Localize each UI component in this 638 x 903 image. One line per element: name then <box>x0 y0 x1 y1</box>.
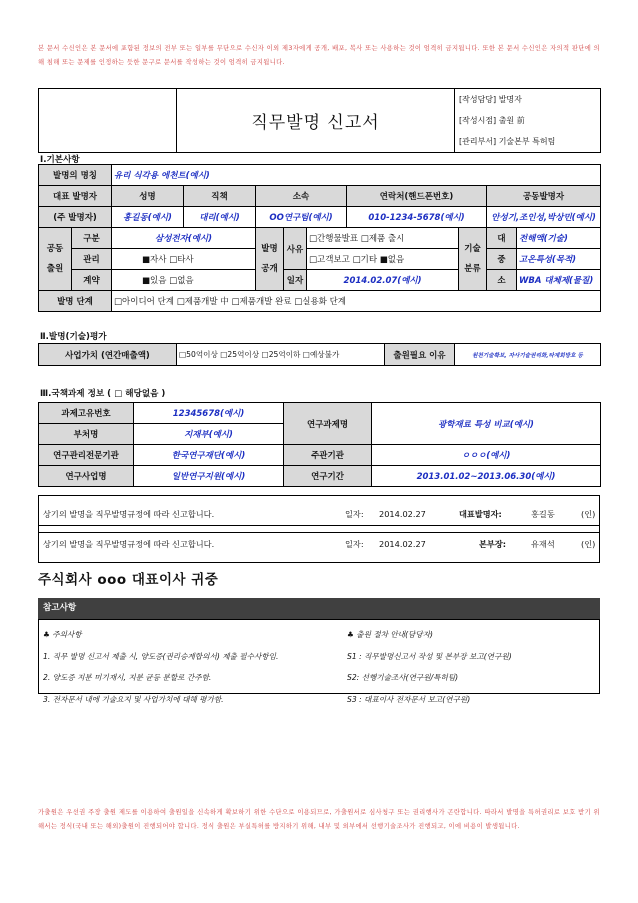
tech-row-label: 대 <box>487 228 517 249</box>
meta-author: [작성담당] 발명자 <box>459 95 522 104</box>
section2-heading: Ⅱ.발명(기술)평가 <box>40 332 107 342</box>
tech-row-value[interactable]: WBA 대체제(물질) <box>517 270 601 291</box>
invention-name-value[interactable]: 유리 식각용 에천트(예시) <box>112 165 601 186</box>
procedure-item: S1 : 직무발명신고서 작성 및 본부장 보고(연구원) <box>347 651 512 661</box>
tech-row-value[interactable]: 전해액(기술) <box>517 228 601 249</box>
section1-heading: Ⅰ.기본사항 <box>40 155 80 165</box>
invention-name-label: 발명의 명칭 <box>39 165 112 186</box>
procedure-item: S3 : 대표이사 전자문서 보고(연구원) <box>347 694 471 704</box>
caution-title: 주의사항 <box>52 630 82 639</box>
confidentiality-notice: 본 문서 수신인은 본 문서에 포함된 정보의 전부 또는 일부를 무단으로 수신자 이외 제3자에게 공개, 배포, 복사 또는 사용하는 것이 엄격히 금지됩니다. 또한 본 문서 수신인은 자의적 판단에 의해 침해 또는 문제를 인정하는 듯한 문구로 문서를 작성하는 것이 엄격히 금지됩니다. <box>38 45 600 66</box>
title-block <box>38 88 601 153</box>
tech-row-label: 소 <box>487 270 517 291</box>
period-label: 연구기간 <box>284 466 372 487</box>
joint-row-value[interactable]: ■자사 □타사 <box>112 249 256 270</box>
sign-role: 대표발명자: <box>459 509 502 519</box>
reason-line2[interactable]: □고객보고 □기타 ■없음 <box>307 249 459 270</box>
sign-name[interactable]: 유재석 <box>531 539 555 549</box>
disclosure-label: 발명 공개 <box>256 228 284 291</box>
col-affiliation: 소속 <box>256 186 347 207</box>
caution-item: 3. 전자문서 내에 기술요지 및 사업가치에 대해 평가함. <box>43 694 224 704</box>
tech-row-value[interactable]: 고온특성(목적) <box>517 249 601 270</box>
sign-date-label: 일자: <box>345 509 364 519</box>
signature-row-director <box>38 525 600 563</box>
inventor-affiliation[interactable]: OO연구팀(예시) <box>256 207 347 228</box>
procedure-title: 출원 절차 안내(담당자) <box>356 630 434 639</box>
procedure-column <box>347 624 512 710</box>
seal-mark[interactable]: (인) <box>581 509 596 519</box>
document-title: 직무발명 신고서 <box>177 89 455 153</box>
sign-date-label: 일자: <box>345 539 364 549</box>
col-title: 직책 <box>184 186 256 207</box>
reference-header <box>38 598 600 619</box>
joint-row-label: 구분 <box>72 228 112 249</box>
club-icon: ♣ <box>347 630 354 639</box>
seal-mark[interactable]: (인) <box>581 539 596 549</box>
col-contact: 연락처(핸드폰번호) <box>347 186 487 207</box>
reason-label: 사유 <box>284 228 307 270</box>
declaration-text: 상기의 발명을 직무발명규정에 따라 신고합니다. <box>43 539 215 549</box>
agency-value[interactable]: 한국연구재단(예시) <box>134 445 284 466</box>
col-co-inventors: 공동발명자 <box>487 186 601 207</box>
joint-row-label: 계약 <box>72 270 112 291</box>
stage-label: 발명 단계 <box>39 291 112 312</box>
ministry-value[interactable]: 지재부(예시) <box>134 424 284 445</box>
business-value-label: 사업가치 (연간매출액) <box>39 344 177 366</box>
sign-date[interactable]: 2014.02.27 <box>379 509 426 519</box>
program-label: 연구사업명 <box>39 466 134 487</box>
recipient-ceo: 주식회사 ooo 대표이사 귀중 <box>38 572 219 588</box>
meta-dept: [관리부서] 기술본부 특허팀 <box>459 137 556 146</box>
sign-name[interactable]: 홍길동 <box>531 509 555 519</box>
joint-row-label: 관리 <box>72 249 112 270</box>
caution-item: 2. 양도증 지분 미기재시, 지분 균등 분할로 간주함. <box>43 673 212 682</box>
joint-row-value[interactable]: 삼성전자(예시) <box>112 228 256 249</box>
ministry-label: 부처명 <box>39 424 134 445</box>
club-icon: ♣ <box>43 630 50 639</box>
co-inventors[interactable]: 안성기,조인성,박상민(예시) <box>487 207 601 228</box>
agency-label: 연구관리전문기관 <box>39 445 134 466</box>
inventor-contact[interactable]: 010-1234-5678(예시) <box>347 207 487 228</box>
filing-reason-label: 출원필요 이유 <box>385 344 455 366</box>
joint-row-value[interactable]: ■있음 □없음 <box>112 270 256 291</box>
project-name-value[interactable]: 광학재료 특성 비교(예시) <box>372 403 601 445</box>
project-id-label: 과제고유번호 <box>39 403 134 424</box>
tech-row-label: 중 <box>487 249 517 270</box>
host-org-value[interactable]: ㅇㅇㅇ(예시) <box>372 445 601 466</box>
procedure-item: S2: 선행기술조사(연구원/특허팀) <box>347 673 459 682</box>
project-id-value[interactable]: 12345678(예시) <box>134 403 284 424</box>
date-label: 일자 <box>284 270 307 291</box>
inventor-title[interactable]: 대리(예시) <box>184 207 256 228</box>
title-blank <box>39 89 177 153</box>
inventor-name[interactable]: 홍길동(예시) <box>112 207 184 228</box>
section3-heading: Ⅲ.국책과제 정보 ( □ 해당없음 ) <box>40 389 166 399</box>
filing-reason-value[interactable]: 원천기술확보, 자사기술권리화,타계회방호 등 <box>455 344 601 366</box>
col-name: 성명 <box>112 186 184 207</box>
joint-application-label: 공동 출원 <box>39 228 72 291</box>
evaluation-table <box>38 343 601 366</box>
host-org-label: 주관기관 <box>284 445 372 466</box>
stage-options[interactable]: □아이디어 단계 □제품개발 中 □제품개발 완료 □실용화 단계 <box>112 291 601 312</box>
period-value[interactable]: 2013.01.02~2013.06.30(예시) <box>372 466 601 487</box>
declaration-text: 상기의 발명을 직무발명규정에 따라 신고합니다. <box>43 509 215 519</box>
caution-column <box>43 624 278 710</box>
disclosure-date[interactable]: 2014.02.07(예시) <box>307 270 459 291</box>
business-value-options[interactable]: □50억이상 □25억이상 □25억이하 □예상불가 <box>177 344 385 366</box>
main-inventor-label: (주 발명자) <box>39 207 112 228</box>
program-value[interactable]: 일반연구지원(예시) <box>134 466 284 487</box>
provisional-filing-notice: 가출원은 우선권 주장 출원 제도를 이용하여 출원일을 신속하게 확보하기 위한 수단으로 이용되므로, 가출원서로 심사청구 또는 권리행사가 곤란합니다. 따라서 발명을 특허권리로 보호 받기 위해서는 정식(국내 또는 해외)출원이 진행되어야 합니다. 정식 출원은 부실특허를 방지하기 위해, 내부 및 외부에서 선행기술조사가 진행되고, 이에 비용이 발생됩니다. <box>38 809 600 830</box>
caution-item: 1. 직무 발명 신고서 제출 시, 양도증(권리승계합의서) 제출 필수사항임. <box>43 651 279 661</box>
sign-role: 본부장: <box>479 539 507 549</box>
project-name-label: 연구과제명 <box>284 403 372 445</box>
reason-line1[interactable]: □간행물발표 □제품 출시 <box>307 228 459 249</box>
reference-heading: 참고사항 <box>43 603 77 613</box>
reference-box <box>38 619 600 704</box>
rep-inventor-label: 대표 발명자 <box>39 186 112 207</box>
national-project-table <box>38 402 601 487</box>
basic-info-table <box>38 164 601 312</box>
tech-class-label: 기술 분류 <box>459 228 487 291</box>
sign-date[interactable]: 2014.02.27 <box>379 539 426 549</box>
meta-date: [작성시점] 출원 前 <box>459 116 525 125</box>
